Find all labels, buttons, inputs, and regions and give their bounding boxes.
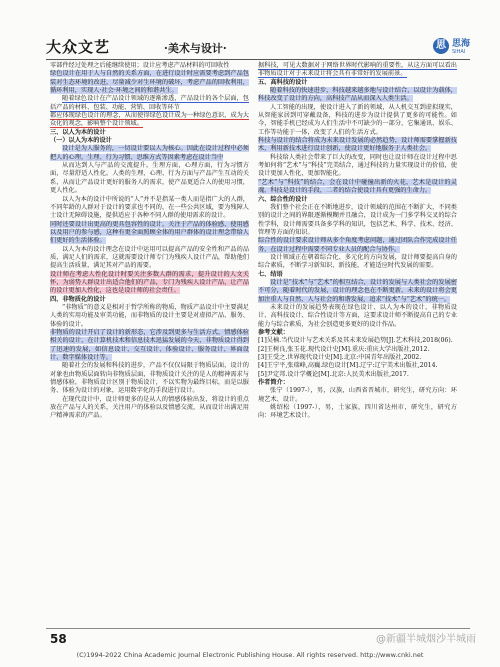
paragraph-text: 随着科技的快速进步，科技越来越多地与设计结合，以设计为载体，科技改变了设计的方向，高科技产品从而深入人类生活。 (258, 87, 457, 103)
section-heading: 七、结语 (258, 270, 283, 278)
paragraph (50, 246, 249, 271)
paragraph (258, 254, 457, 271)
paragraph-text: 绿色设计在用于人与自然的关系方面，在进行设计时应需要考虑到产品包装对生态环境的改进，尽量减少对生环境的破坏，考虑产品的回收利用，循环利用，实现人·社会·环境之间的和谐共生。 (50, 70, 249, 95)
paragraph (258, 62, 457, 79)
section-heading: 五、高科技的设计 (258, 78, 308, 86)
paragraph-text: 以人为本的设计中所说的“人”并不是指某一类人而是指广大的人群，不同年龄的人群对于设计的要求也不同的，在一些公共区域，要为残障人士设计无障碍设施，提供适应于各种不同人群的使用需求的设计。 (50, 195, 249, 220)
section-heading: （一）以人为本的设计 (50, 137, 112, 145)
paragraph (258, 237, 457, 254)
paragraph (50, 162, 249, 195)
paragraph-text: 非物质的设计开启了设计的新形态，它涉及到更多与生活方式、情感体验相关的设计，在计算机技术和信息技术迅猛发展的今天，非物质设计得到了迅速的发展，如信息设计、交互设计、体验设计、服务设计、界面设计、数字媒体设计等。 (50, 329, 249, 362)
logo-subtitle: SIHAI (451, 49, 466, 55)
paragraph (258, 179, 457, 196)
paragraph-text: “艺术”与“科技”的结合，会在设计中碰撞出新的火花，艺术是设计的灵魂，科技是设计的手段，二者的结合使设计具有更强的生命力。 (258, 178, 457, 195)
paragraph-text: 随着绿色设计在产品设计领域的逐渐渗透，产品设计的各个层面，包括产品的材料、包装、功能、营销、回收等环节 (50, 95, 249, 111)
paragraph-text: 随着社会的发展和科技的进步，产品不仅仅局限于物质层面，设计的对象也由物质层面转向非物质层面，非物质设计关注的是人的精神需求与情感体验，非物质设计区别于物质设计，不以实物为最终目标，而是以服务、体验为设计的对象，运用数字化的手段进行设计。 (50, 362, 249, 395)
paragraph (258, 154, 457, 179)
watermark-text: @新疆半城烟沙半城雨 (376, 634, 476, 645)
reference-item: [4]王宁平,张瑞峰,高巍.绿色设计[M].辽宁:辽宁美术出版社,2014. (258, 362, 438, 370)
reference-item: [3]王受之.世界现代设计史[M].北京:中国青年出版社,2002. (258, 354, 422, 362)
paragraph-text: 同时还要设计出更高的更具包容性的设计，关注于产品的体验感、使用感以及用户的参与感，这种有更全面照顾全体的用户群体的设计理念带给人们更好的生活体验。 (50, 220, 249, 245)
paragraph (50, 145, 249, 162)
paragraph (258, 104, 457, 137)
left-column (50, 62, 249, 421)
paragraph-text: 从而达到人与产品的交流提升。生理方面，心理方面，行为习惯方面，尽量舒适人性化。人类的生理、心理、行为方面与产品产生互动的关系，从而让产品设计更好的服务人的需求，使产品更适合人的使用习惯，更人性化。 (50, 162, 249, 195)
reference-item: [1]吴楠.当代设计与艺术关系及其未来发展趋势[J].艺术科技,2018(06). (258, 337, 453, 345)
section-heading: 四、非物质化的设计 (50, 295, 106, 303)
paragraph (50, 95, 249, 112)
authors-title: 作者简介： (258, 379, 289, 387)
paragraph (50, 304, 249, 329)
paragraph (50, 221, 249, 246)
paragraph-text: 设计是“技术”与“艺术”的相互结合，设计的发展与人类社会的发展密不可分，随着时代的发展，设计的理念也在不断更新，未来的设计将会更加注重人与自然、人与社会的和谐发展，追求“技术”与“艺术”的统一。 (258, 278, 457, 303)
author-bio: 姚绍松（1997-），男，土家族，四川省达州市，研究生，研究方向：环境艺术设计。 (258, 404, 457, 420)
paragraph-text: 以人为本的设计理念在设计中运用可以提高产品的安全性和产品的品质，满足人们的需求，这就需要设计师专门为残疾人设计产品，帮助他们提高生活质量，满足其对产品的需要。 (50, 245, 249, 270)
paragraph (50, 362, 249, 395)
page-header (46, 36, 470, 58)
section-title: ·美术与设计· (164, 42, 227, 55)
paragraph-text: 人工智能的出现，使设计进入了新的领域，从人机交互到虚拟现实，从智能家居到可穿戴设备，科技的进步为设计提供了更多的可能性。如今，智能手机已经成为人们生活中不可缺少的一部分，它集通讯、娱乐、工作等功能于一体，改变了人们的生活方式。 (258, 103, 457, 136)
paragraph-text: “非物质”的意义是相对于哲学所称的物质，物质产品设计中主要满足人类的实用功能及审美功能，而非物质的设计主要是对虚拟产品、服务、体验的设计。 (50, 303, 249, 328)
logo-name: 思海 (451, 39, 470, 49)
author-bio: 张宁（1997-），男，汉族，山西省晋城市，研究生，研究方向：环境艺术、设计。 (258, 387, 457, 403)
reference-item: [2]王树良,张玉花.现代设计史[M].重庆:重庆大学出版社,2012. (258, 345, 430, 353)
paragraph-text: 设计师在考虑人性化设计时要关注多数人群的需求，提升设计的人文关怀，为弱势人群设计出适合他们的产品，专门为残疾人设计产品，让产品的设计更加人性化，这也是设计师的社会责任。 (50, 270, 249, 295)
paragraph-text: 在现代设计中，设计师更多的是从人的情感体验出发，将设计的重点放在产品与人的关系，关注用户的体验以及情感交流，从而设计出满足用户精神需求的产品。 (50, 395, 249, 420)
paragraph-text: 据科技，可见大数据对于网络世界时代影响的重要性，从这方面可以看出非物质设计对于未来设计将会具有非常好的发展前景。 (258, 62, 457, 78)
paragraph-text: 科技与设计的结合将成为未来设计发展的必然趋势，设计师需要掌握新技术，利用新技术进行设计创新，使设计更好地服务于人类社会。 (258, 137, 457, 153)
section-heading: 三、以人为本的设计 (50, 128, 106, 136)
paragraph (50, 112, 249, 129)
paragraph-text: 我们整个社会正在不断地进步，设计领域的范围在不断扩大，不同类别的设计之间的界限逐渐模糊并且融合，设计成为一门多学科交叉的综合性学科，设计师需要具备多学科的知识，包括艺术、科学、技术、经济、管理等方面的知识。 (258, 203, 457, 236)
paragraph (258, 304, 457, 329)
header-divider (46, 59, 470, 60)
journal-title: 大众文艺 (46, 38, 111, 56)
logo-icon: 思 (433, 38, 449, 54)
paragraph (50, 396, 249, 421)
paragraph-text: 都应体现绿色设计的理念，从而使得绿色设计成为一种绿色意识，成为大众化的观念，影响整个设计领域。 (50, 112, 249, 128)
paragraph-text: 设计是为人服务的，一切设计要以人为核心。因此在设计过程中必须把人的心理、生理、行为习惯、思维方式等因素考虑在设计当中 (50, 145, 249, 161)
paragraph-text: 设计领域正在朝着综合化、多元化的方向发展，设计师要提高自身的综合素质，不断学习新知识、新技能，才能适应时代发展的需要。 (258, 253, 457, 270)
paragraph (258, 204, 457, 237)
references (258, 329, 457, 421)
paragraph (50, 196, 249, 221)
paragraph (258, 87, 457, 104)
paragraph-text: 未来设计的发展趋势表现在绿色设计、以人为本的设计、非物质设计、高科技设计、综合性设计等方面，这要求设计师不断提高自己的专业能力与综合素质，为社会创造更多更好的设计作品。 (258, 303, 457, 328)
section-heading: 六、综合性的设计 (258, 195, 308, 203)
paragraph-text: 零部件经过处理之后能继续使用；设计应考虑产品材料的可回收性 (50, 62, 230, 69)
paragraph (258, 137, 457, 154)
paragraph (258, 279, 457, 304)
right-column (258, 62, 457, 421)
references-title: 参考文献： (258, 329, 289, 336)
paragraph (50, 329, 249, 362)
paragraph-text: 综合性的设计要求设计师从多个角度考虑问题，通过团队合作完成设计任务，在设计过程中需要不同专业人员的配合与协作。 (258, 237, 457, 253)
paragraph (50, 271, 249, 296)
paragraph (50, 70, 249, 95)
reference-item: [5]尹定邦.设计学概论[M].北京:人民美术出版社,2017. (258, 370, 409, 378)
publisher-logo (433, 36, 470, 55)
page-number: 58 (50, 632, 67, 646)
paragraph-text: 科技给人类社会带来了巨大的改变，同时也让设计师在设计过程中思考如何将“艺术”与“科技”完美结合，通过科技的力量实现设计的价值，使设计更加人性化，更加智能化。 (258, 153, 457, 178)
copyright-line: (C)1994-2022 China Academic Journal Electronic Publishing House. All rights reserved. http://www.cnki.net (76, 651, 424, 659)
footer-divider (46, 628, 470, 629)
